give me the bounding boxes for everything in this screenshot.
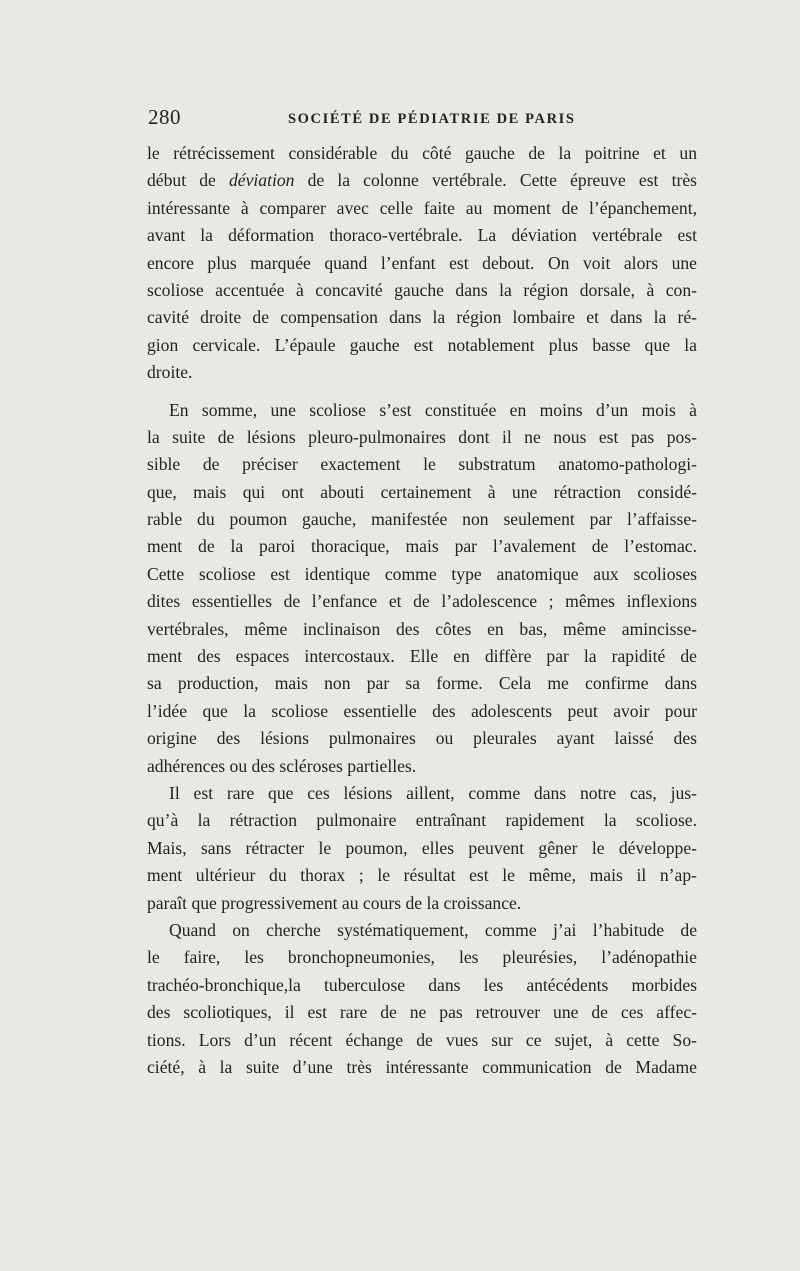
text-line: Mais, sans rétracter le poumon, elles peuvent gêner le développe- — [147, 837, 697, 858]
text-line: dites essentielles de l’enfance et de l’adolescence ; mêmes inflexions — [147, 591, 697, 612]
text-line: ment de la paroi thoracique, mais par l’avalement de l’estomac. — [147, 536, 697, 557]
text-line: encore plus marquée quand l’enfant est debout. On voit alors une — [147, 252, 697, 273]
text-line: adhérences ou des scléroses partielles. — [147, 755, 417, 776]
text-line: origine des lésions pulmonaires ou pleurales ayant laissé des — [147, 728, 697, 749]
text-line: sa production, mais non par sa forme. Cela me confirme dans — [147, 673, 697, 694]
text-line: paraît que progressivement au cours de la croissance. — [147, 892, 522, 913]
text-line: Cette scoliose est identique comme type anatomique aux scolioses — [147, 563, 697, 584]
text-line: le faire, les bronchopneumonies, les pleurésies, l’adénopathie — [147, 947, 697, 968]
text-line: ciété, à la suite d’une très intéressante communication de Madame — [147, 1056, 697, 1077]
running-title: SOCIÉTÉ DE PÉDIATRIE DE PARIS — [288, 111, 576, 127]
text-line: que, mais qui ont abouti certainement à une rétraction considé- — [147, 481, 697, 502]
text-line: cavité droite de compensation dans la région lombaire et dans la ré- — [147, 307, 697, 328]
text-line: qu’à la rétraction pulmonaire entraînant rapidement la scoliose. — [147, 810, 697, 831]
text-line: vertébrales, même inclinaison des côtes en bas, même amincisse- — [147, 618, 697, 639]
text-line: ment ultérieur du thorax ; le résultat est le même, mais il n’ap- — [147, 865, 697, 886]
italic-term: déviation — [228, 170, 295, 191]
text-line: la suite de lésions pleuro-pulmonaires dont il ne nous est pas pos- — [147, 426, 697, 447]
text-line: droite. — [147, 362, 193, 383]
page-header — [148, 105, 696, 135]
text-line: trachéo-bronchique,la tuberculose dans les antécédents morbides — [147, 974, 697, 995]
text-run: de la colonne vertébrale. Cette épreuve est très — [294, 170, 697, 191]
text-line: En somme, une scoliose s’est constituée en moins d’un mois à — [169, 399, 697, 420]
text-line: des scoliotiques, il est rare de ne pas retrouver une de ces affec- — [147, 1002, 697, 1023]
paragraph-1 — [147, 140, 697, 387]
text-line: avant la déformation thoraco-vertébrale. La déviation vertébrale est — [147, 225, 697, 246]
text-line: gion cervicale. L’épaule gauche est notablement plus basse que la — [147, 334, 697, 355]
text-line: ment des espaces intercostaux. Elle en diffère par la rapidité de — [147, 646, 697, 667]
text-line: le rétrécissement considérable du côté gauche de la poitrine et un — [147, 143, 697, 163]
text-line: scoliose accentuée à concavité gauche dans la région dorsale, à con- — [147, 279, 697, 300]
text-line: rable du poumon gauche, manifestée non seulement par l’affaisse- — [147, 509, 697, 530]
text-line: Il est rare que ces lésions aillent, comme dans notre cas, jus- — [169, 782, 697, 803]
text-line: Quand on cherche systématiquement, comme j’ai l’habitude de — [169, 919, 697, 940]
text-line: l’idée que la scoliose essentielle des adolescents peut avoir pour — [147, 700, 697, 721]
paragraph-2 — [147, 397, 697, 780]
text-line: tions. Lors d’un récent échange de vues sur ce sujet, à cette So- — [147, 1029, 697, 1050]
text-line: intéressante à comparer avec celle faite au moment de l’épanchement, — [147, 197, 697, 218]
paragraph-3 — [147, 780, 697, 917]
page-number: 280 — [148, 105, 181, 129]
text-line — [147, 167, 697, 194]
text-line: sible de préciser exactement le substratum anatomo-pathologi- — [147, 454, 697, 475]
paragraph-4 — [147, 917, 697, 1081]
text-run: début de — [147, 170, 229, 191]
body-text — [147, 140, 697, 1081]
